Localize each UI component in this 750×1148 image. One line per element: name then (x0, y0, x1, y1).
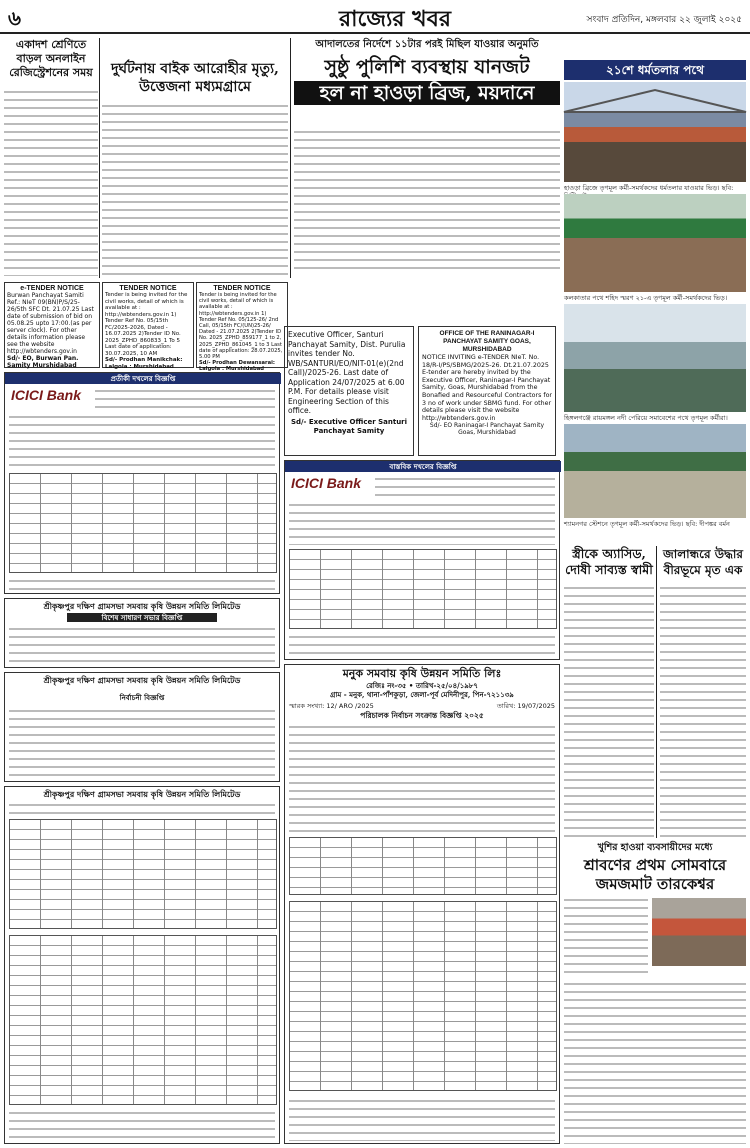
notice-subtitle: নির্বাচনী বিজ্ঞপ্তি (119, 693, 165, 702)
notice-body (289, 723, 555, 833)
notice-address (9, 801, 275, 815)
edition-date: সংবাদ প্রতিদিন, মঙ্গলবার ২২ জুলাই ২০২৫ (586, 15, 742, 25)
srikrishnapur-meeting-notice (4, 598, 280, 668)
story-body (102, 102, 288, 276)
etender-burwan-notice (4, 282, 100, 368)
story-headline: স্ত্রীকে অ্যাসিড, দোষী সাব্যস্ত স্বামী (565, 546, 653, 577)
rally-banner: ২১শে ধর্মতলার পথে (564, 60, 746, 80)
story-headline: দুর্ঘটনায় বাইক আরোহীর মৃত্যু, উত্তেজনা মধ্যমগ্রামে (111, 61, 279, 95)
page-number: ৬ (8, 6, 22, 30)
icici-logo: ICICI Bank (11, 387, 82, 403)
bike-accident-story (102, 60, 288, 276)
notice-sign: Sd/- EO, Burwan Pan. Samity Murshidabad (7, 355, 79, 369)
notice-body (9, 413, 275, 469)
notice-title: শ্রীকৃষ্ণপুর দক্ষিণ গ্রামসভা সমবায় কৃষি উন্নয়ন সমিতি লিমিটেড (43, 789, 241, 799)
main-kicker: আদালতের নির্দেশে ১১টার পরই মিছিল যাওয়ার অনুমতি (315, 39, 539, 50)
notice-sign: Sd/- Prodhan Dewansarai: Lalgola : Murshidabad (199, 360, 275, 373)
notice-body (9, 707, 275, 781)
manuk-election-notice (284, 664, 560, 1144)
notice-body: Tender is being invited for the civil works, detail of which is available at : http://wbtenders.gov.in 1) Tender Ref No. 05/15th FC/2025-2026, Dated - 16.07.2025 2)Tender ID No. 2025_ZPHD_860833_1 To 5 Last date of application: 30.07.2025, 10 AM (105, 292, 188, 357)
icici-logo: ICICI Bank (291, 475, 362, 491)
photo-caption-2: কলকাতার পথে শহিদ স্মরণ ২১-এ তৃণমূল কর্মী-সমর্থকদের ভিড়। (564, 294, 728, 302)
section-title: রাজ্যের খবর (339, 6, 451, 32)
notice-sign: Sd/- Prodhan Manikchak: Lalgola : Murshidabad (105, 357, 183, 370)
story-body (660, 584, 746, 838)
notice-body: Executive Officer, Santuri Panchayat Samity, Dist. Purulia invites tender No. WB/SANTURI/EO/NIT-01(e)(2nd Call)/2025-26. Last date of Application 24/07/2025 at 6.00 P.M. For details please visit Engineering Section of this office. (288, 330, 406, 415)
seat-table (289, 837, 557, 895)
notice-heading: পরিচালক নির্বাচন সংক্রান্ত বিজ্ঞপ্তি ২০২৫ (360, 711, 484, 720)
santuri-tender-notice (284, 326, 414, 456)
jalandhar-story (660, 546, 746, 838)
main-story-body (294, 128, 560, 270)
story-headline-2: জমজমাট তারকেশ্বর (595, 875, 715, 893)
notice-title: বাস্তবিক দখলের বিজ্ঞপ্তি (285, 461, 561, 472)
photo-caption-1: হাওড়া ব্রিজে তৃণমূল কর্মী-সমর্থকদের ধর্মতলার যাওয়ার ভিড়। ছবি: (564, 184, 734, 192)
main-headline-2: হল না হাওড়া ব্রিজ, ময়দানে (294, 81, 560, 105)
story-headline-1: শ্রাবণের প্রথম সোমবারে (583, 856, 727, 874)
notice-footer (289, 633, 555, 657)
election-table-2 (9, 935, 277, 1105)
srikrishnapur-schedule-notice (4, 786, 280, 1144)
story-body (4, 88, 98, 276)
notice-address (375, 475, 555, 497)
notice-sign: Sd/- Executive Officer Santuri Panchayat Samity (290, 417, 408, 435)
notice-sign: Sd/- EO Raninagar-I Panchayat Samity Goas, Murshidabad (429, 422, 545, 437)
river-boat-photo (564, 304, 746, 412)
hs-registration-story (4, 38, 98, 278)
notice-title: TENDER NOTICE (119, 285, 177, 292)
tender-manikchak-notice (102, 282, 194, 368)
tender-dewansarai-notice (196, 282, 288, 373)
notice-title: TENDER NOTICE (213, 285, 271, 292)
possession-table (9, 473, 277, 573)
story-body-a (564, 896, 648, 976)
memo-number: স্মারক সংখ্যা: 12/ ARO /2025 (289, 702, 374, 710)
election-table-1 (9, 819, 277, 929)
notice-title: মনুক সমবায় কৃষি উন্নয়ন সমিতি লিঃ (342, 667, 502, 680)
page-header (0, 0, 750, 34)
notice-footer (289, 1097, 555, 1141)
main-headline-1: সুষ্ঠু পুলিশি ব্যবস্থায় যানজট (324, 56, 530, 78)
notice-subtitle: রেজিঃ নং-৩৫ • তারিখ-২৫/০৪/১৯৮৭ (366, 681, 478, 690)
bridge-crowd-graphic (564, 82, 746, 182)
schedule-table (289, 901, 557, 1091)
physical-possession-notice (284, 460, 560, 660)
raninagar-etender-notice (418, 326, 556, 456)
memo-date: তারিখ: 19/07/2025 (496, 702, 555, 710)
symbolic-possession-notice (4, 372, 280, 594)
photo-caption-4: শ্যামনগর স্টেশনে তৃণমূল কর্মী-সমর্থকদের ভিড়। ছবি: দীপঙ্কর বর্মন (564, 520, 730, 528)
story-headline: একাদশ শ্রেণিতে বাড়ল অনলাইন রেজিস্ট্রেশনের সময় (9, 38, 93, 79)
notice-address: গ্রাম - মনুক, থানা-পাঁশকুড়া, জেলা-পূর্ব মেদিনীপুর, পিন-৭২১১৩৯ (330, 690, 514, 699)
howrah-bridge-photo (564, 82, 746, 182)
notice-subtitle: বিশেষ সাধারণ সভার বিজ্ঞপ্তি (67, 613, 217, 622)
story-kicker: খুশির হাওয়া ব্যবসায়ীদের মধ্যে (597, 842, 713, 853)
notice-title: OFFICE OF THE RANINAGAR-I PANCHAYAT SAMITY GOAS, MURSHIDABAD (439, 330, 535, 353)
notice-title: e-TENDER NOTICE (20, 285, 84, 292)
main-story-header (294, 38, 560, 124)
kolkata-rally-photo (564, 194, 746, 292)
notice-body (289, 501, 555, 545)
tarakeswar-photo (652, 898, 746, 966)
notice-title: শ্রীকৃষ্ণপুর দক্ষিণ গ্রামসভা সমবায় কৃষি উন্নয়ন সমিতি লিমিটেড (43, 601, 241, 611)
notice-body (9, 625, 275, 667)
notice-body: Tender is being invited for the civil works, detail of which is available at : http://wbtenders.gov.in 1) Tender Ref No. 05/125-26/ 2nd Call, 05/15th FC/(UN)25-26/ Dated - 21.07.2025 2)Tender ID No. 2025_ZPHD_859177_1 to 2, 2025_ZPHD_861045_1 to 3 Last date of application: 28.07.2025, 5.00 PM (199, 292, 283, 361)
notice-address (95, 387, 275, 409)
notice-footer (9, 1109, 275, 1143)
possession-table (289, 549, 557, 629)
notice-body: NOTICE INVITING e-TENDER NIeT. No. 18/R-I/PS/SBMG/2025-26. Dt.21.07.2025 E-tender are hereby invited by the Executive Officer, Raninagar-I Panchayat Samity, Goas, Murshidabad from the Bonafied and Resourceful Contractors for 3 no of work under SBMG fund. For other details please visit the website http://wbtenders.gov.in (422, 354, 553, 422)
photo-caption-3: হিঙ্গলগঞ্জে রায়মঙ্গল নদী পেরিয়ে সমাবেশের পথে তৃণমূল কর্মীরা। (564, 414, 728, 422)
notice-footer (9, 577, 275, 593)
notice-title: শ্রীকৃষ্ণপুর দক্ষিণ গ্রামসভা সমবায় কৃষি উন্নয়ন সমিতি লিমিটেড (43, 675, 241, 685)
notice-title: প্রতীকী দখলের বিজ্ঞপ্তি (5, 373, 281, 384)
story-body (564, 584, 654, 838)
station-crowd-photo (564, 424, 746, 518)
srikrishnapur-election-notice (4, 672, 280, 782)
notice-body: Burwan Panchayat Samiti Ref.: NIeT 09(BN)P/S/25-26/5th SFC Dt. 21.07.25 Last date of submission of bid on 05.08.25 upto 17:00.(as per server clock). For other details information please see the website http://wbtenders.gov.in (7, 292, 94, 355)
acid-attack-story (564, 546, 654, 838)
tarakeswar-story (564, 842, 746, 1144)
story-body-b (564, 980, 746, 1144)
story-headline: জালান্ধরে উদ্ধার বীরভূমে মৃত এক (663, 547, 743, 577)
